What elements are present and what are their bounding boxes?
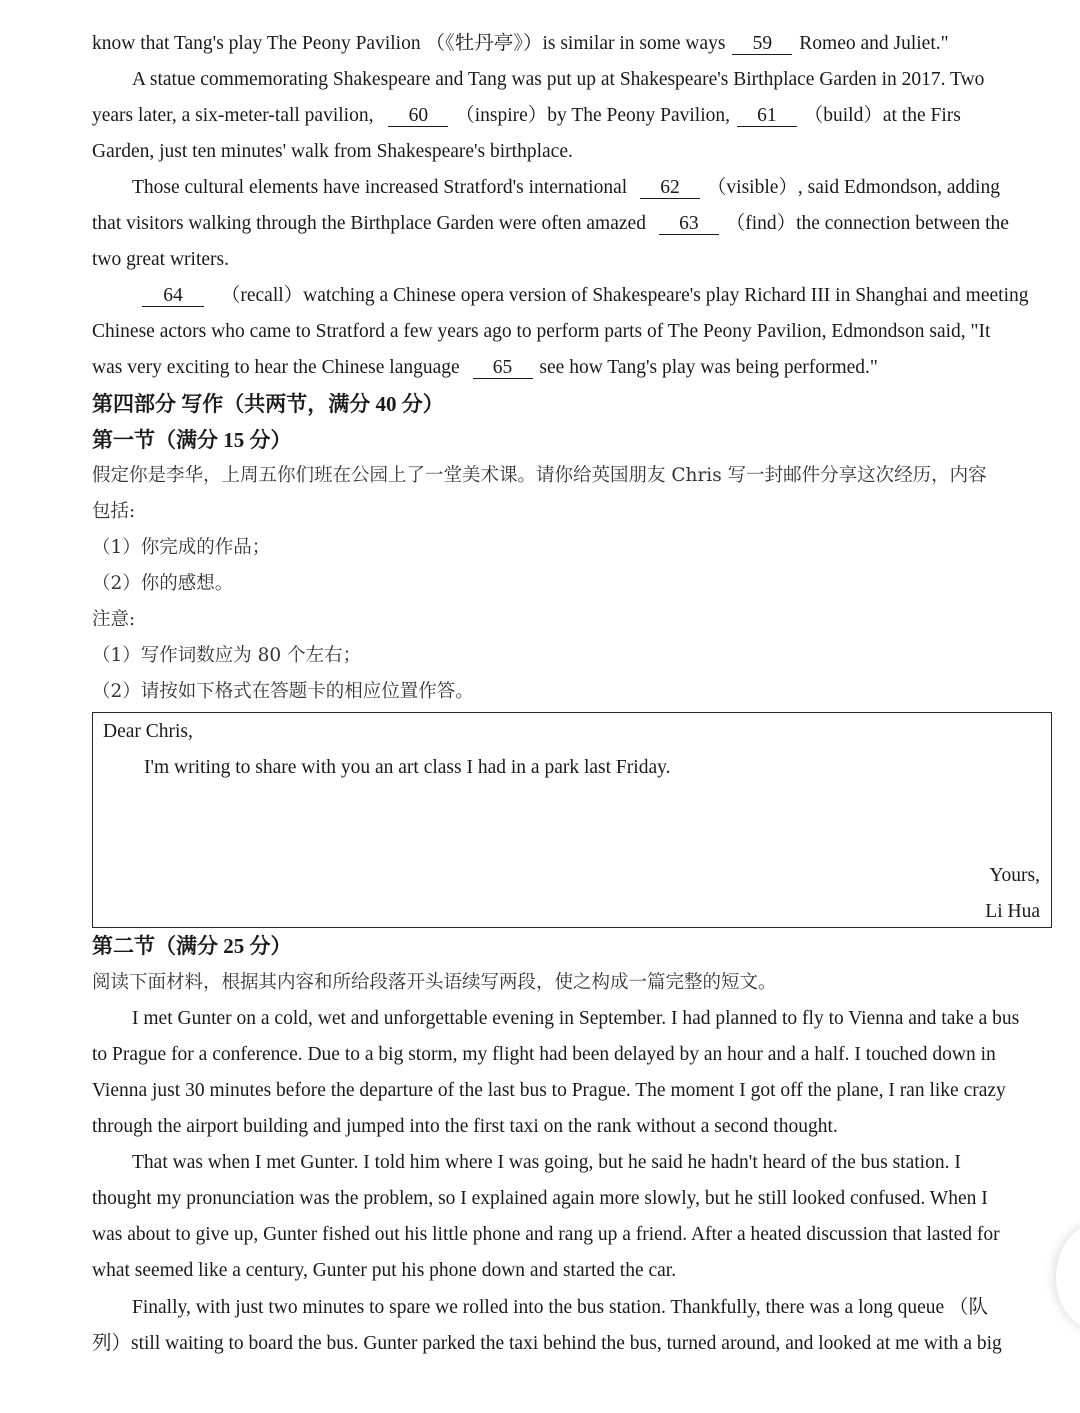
story-line-6: thought my pronunciation was the problem, so I explained again more slowly, but he still looked confused. When I — [92, 1188, 988, 1209]
section2-instruction: 阅读下面材料，根据其内容和所给段落开头语续写两段，使之构成一篇完整的短文。 — [92, 972, 777, 993]
task-line-1: 假定你是李华，上周五你们班在公园上了一堂美术课。请你给英国朋友 Chris 写一封邮件分享这次经历，内容 — [92, 465, 987, 486]
section1-title: 第一节（满分 15 分） — [92, 428, 292, 452]
story-line-8: what seemed like a century, Gunter put his phone down and started the car. — [92, 1260, 677, 1281]
passage-line-4: Garden, just ten minutes' walk from Shakespeare's birthplace. — [92, 141, 573, 162]
letter-greeting: Dear Chris, — [103, 721, 193, 742]
passage-line-6 — [92, 212, 1009, 236]
story-line-1: I met Gunter on a cold, wet and unforgettable evening in September. I had planned to fly to Vienna and take a bus — [132, 1008, 1020, 1029]
passage-text: （visible）, said Edmondson, adding — [706, 177, 1000, 198]
passage-text: （build）at the Firs — [803, 105, 961, 126]
letter-opening: I'm writing to share with you an art class I had in a park last Friday. — [144, 757, 671, 778]
blank-61: 61 — [737, 106, 797, 127]
blank-64: 64 — [142, 286, 204, 307]
story-line-3: Vienna just 30 minutes before the departure of the last bus to Prague. The moment I got off the plane, I ran like crazy — [92, 1080, 1006, 1101]
blank-65: 65 — [473, 358, 533, 379]
passage-text: see how Tang's play was being performed." — [539, 357, 878, 378]
passage-line-8 — [140, 284, 1029, 308]
task-item-1: （1）你完成的作品； — [92, 537, 271, 558]
blank-60: 60 — [388, 106, 448, 127]
letter-signature: Li Hua — [985, 901, 1040, 922]
passage-text: years later, a six-meter-tall pavilion, — [92, 105, 374, 126]
passage-text: was very exciting to hear the Chinese language — [92, 357, 460, 378]
passage-text: （inspire）by The Peony Pavilion, — [455, 105, 731, 126]
passage-text: that visitors walking through the Birthplace Garden were often amazed — [92, 213, 646, 234]
story-line-10: 列）still waiting to board the bus. Gunter parked the taxi behind the bus, turned around, and looked at me with a big — [92, 1333, 1002, 1354]
passage-line-9: Chinese actors who came to Stratford a few years ago to perform parts of The Peony Pavilion, Edmondson said, "It — [92, 321, 991, 342]
passage-line-3 — [92, 104, 961, 128]
passage-line-10 — [92, 356, 878, 380]
passage-text: （find）the connection between the — [725, 213, 1009, 234]
section2-title: 第二节（满分 25 分） — [92, 934, 292, 958]
story-line-7: was about to give up, Gunter fished out his little phone and rang up a friend. After a heated discussion that lasted for — [92, 1224, 1000, 1245]
letter-format-box — [92, 712, 1052, 928]
passage-line-5 — [132, 176, 1000, 200]
passage-text: （recall）watching a Chinese opera version of Shakespeare's play Richard III in Shanghai and meeting — [220, 285, 1029, 306]
task-line-2: 包括: — [92, 501, 136, 522]
passage-text: know that Tang's play The Peony Pavilion （《牡丹亭》）is similar in some ways — [92, 33, 726, 54]
story-line-9: Finally, with just two minutes to spare we rolled into the bus station. Thankfully, there was a long queue （队 — [132, 1297, 989, 1318]
task-item-2: （2）你的感想。 — [92, 573, 234, 594]
passage-text: Those cultural elements have increased Stratford's international — [132, 177, 628, 198]
floating-edge-button[interactable] — [1056, 1222, 1080, 1332]
story-line-5: That was when I met Gunter. I told him where I was going, but he said he hadn't heard of the bus station. I — [132, 1152, 961, 1173]
story-line-2: to Prague for a conference. Due to a big storm, my flight had been delayed by an hour and a half. I touched down in — [92, 1044, 996, 1065]
part4-title: 第四部分 写作（共两节，满分 40 分） — [92, 392, 444, 416]
story-line-4: through the airport building and jumped into the first taxi on the rank without a second thought. — [92, 1116, 838, 1137]
blank-59: 59 — [732, 34, 792, 55]
blank-63: 63 — [659, 214, 719, 235]
letter-closing: Yours, — [989, 865, 1040, 886]
note-item-2: （2）请按如下格式在答题卡的相应位置作答。 — [92, 681, 474, 702]
note-item-1: （1）写作词数应为 80 个左右； — [92, 645, 362, 666]
passage-line-2: A statue commemorating Shakespeare and Tang was put up at Shakespeare's Birthplace Garden in 2017. Two — [132, 69, 985, 90]
passage-line-7: two great writers. — [92, 249, 229, 270]
passage-text: Romeo and Juliet." — [799, 33, 949, 54]
note-label: 注意: — [92, 609, 136, 630]
passage-line-1 — [92, 32, 949, 56]
blank-62: 62 — [640, 178, 700, 199]
